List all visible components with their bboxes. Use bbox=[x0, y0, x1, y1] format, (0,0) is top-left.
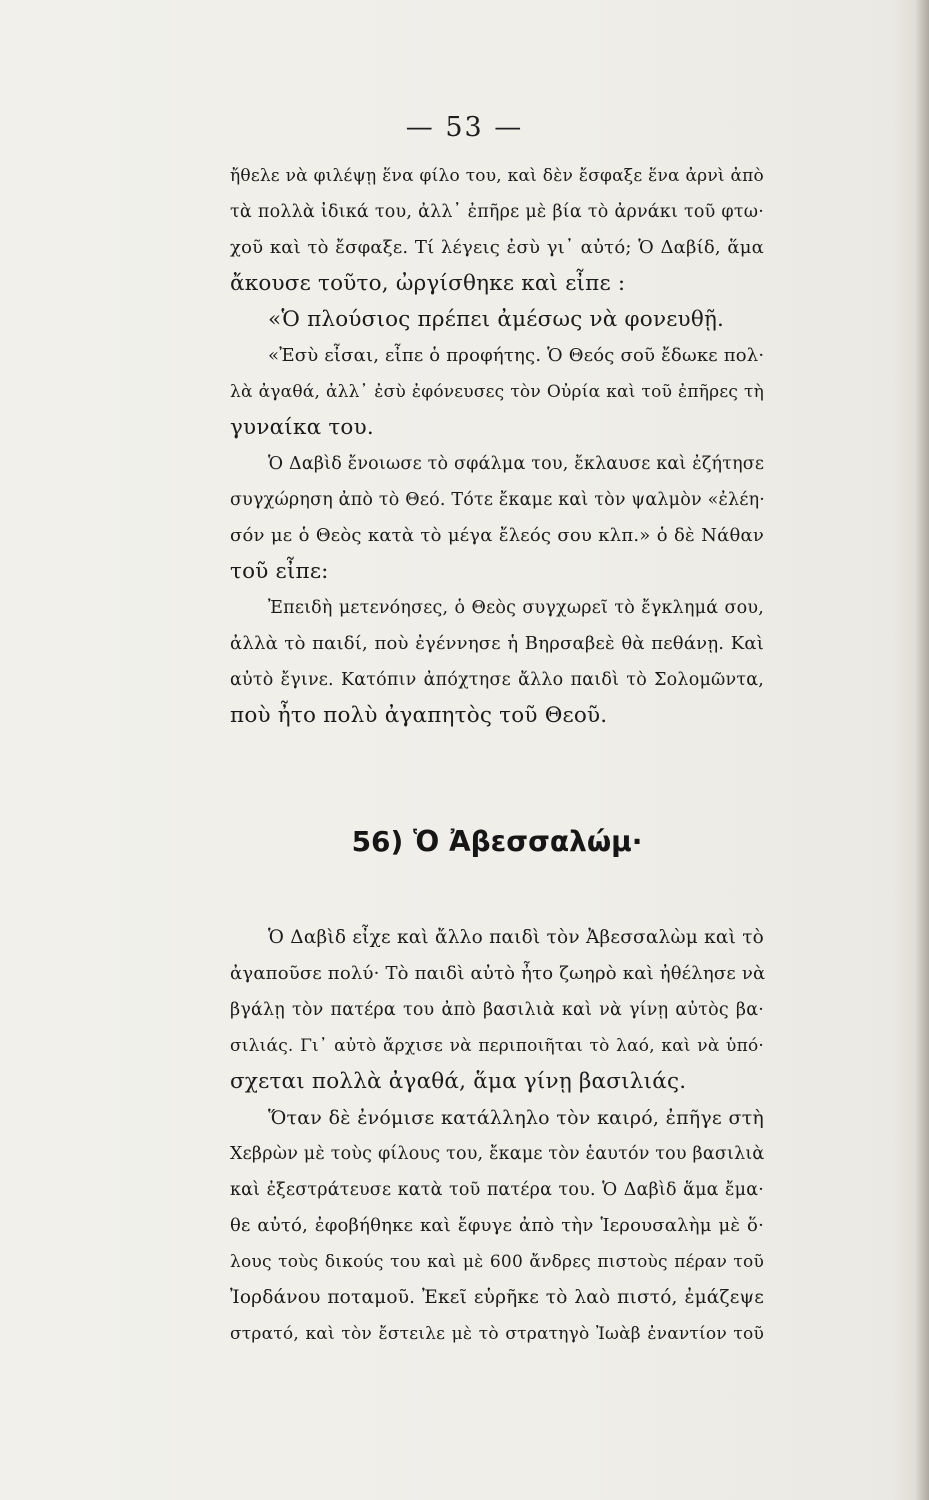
text-line: λὰ ἀγαθά, ἀλλ᾽ ἐσὺ ἐφόνευσες τὸν Οὐρία καὶ τοῦ ἐπῆρες τὴ bbox=[230, 382, 764, 402]
text-line: Ὁ Δαβὶδ εἶχε καὶ ἄλλο παιδὶ τὸν Ἀβεσσαλὼμ καὶ τὸ bbox=[268, 927, 764, 948]
text-line: ἀγαποῦσε πολύ· Τὸ παιδὶ αὐτὸ ἦτο ζωηρὸ καὶ ἠθέλησε νὰ bbox=[230, 963, 766, 984]
text-line: καὶ ἐξεστράτευσε κατὰ τοῦ πατέρα του. Ὁ Δαβὶδ ἅμα ἔμα· bbox=[230, 1180, 764, 1200]
text-line: Ὁ Δαβὶδ ἔνοιωσε τὸ σφάλμα του, ἔκλαυσε καὶ ἐζήτησε bbox=[268, 454, 765, 474]
page-edge-shadow bbox=[915, 0, 929, 1500]
text-line: ἀλλὰ τὸ παιδί, ποὺ ἐγέννησε ἡ Βηρσαβεὲ θὰ πεθάνῃ. Καὶ bbox=[230, 633, 764, 654]
text-line: Ἰορδάνου ποταμοῦ. Ἐκεῖ εὑρῆκε τὸ λαὸ πιστό, ἐμάζεψε bbox=[230, 1287, 764, 1308]
page-number: — 53 — bbox=[405, 112, 524, 143]
text-line: σχεται πολλὰ ἀγαθά, ἅμα γίνῃ βασιλιάς. bbox=[230, 1069, 687, 1094]
text-line: «Ὁ πλούσιος πρέπει ἀμέσως νὰ φονευθῇ. bbox=[268, 307, 725, 332]
text-line: «Ἐσὺ εἶσαι, εἶπε ὁ προφήτης. Ὁ Θεός σοῦ ἔδωκε πολ· bbox=[268, 345, 765, 366]
text-line: χοῦ καὶ τὸ ἔσφαξε. Τί λέγεις ἐσὺ γι᾽ αὐτό; Ὁ Δαβίδ, ἅμα bbox=[230, 237, 764, 258]
text-line: τοῦ εἶπε: bbox=[230, 559, 329, 584]
text-line: Ὅταν δὲ ἐνόμισε κατάλληλο τὸν καιρό, ἐπῆγε στὴ bbox=[268, 1107, 764, 1129]
text-line: αὐτὸ ἔγινε. Κατόπιν ἀπόχτησε ἄλλο παιδὶ τὸ Σολομῶντα, bbox=[230, 670, 764, 690]
text-line: συγχώρηση ἀπὸ τὸ Θεό. Τότε ἔκαμε καὶ τὸν ψαλμὸν «ἐλέη· bbox=[230, 490, 766, 510]
text-line: ἄκουσε τοῦτο, ὠργίσθηκε καὶ εἶπε : bbox=[230, 271, 626, 296]
text-line: σιλιάς. Γι᾽ αὐτὸ ἄρχισε νὰ περιποιῆται τὸ λαό, καὶ νὰ ὑπό· bbox=[230, 1036, 764, 1056]
text-line: τὰ πολλὰ ἰδικά του, ἀλλ᾽ ἐπῆρε μὲ βία τὸ ἀρνάκι τοῦ φτω· bbox=[230, 202, 764, 222]
text-line: Ἐπειδὴ μετενόησες, ὁ Θεὸς συγχωρεῖ τὸ ἔγκλημά σου, bbox=[268, 598, 764, 618]
text-line: στρατό, καὶ τὸν ἔστειλε μὲ τὸ στρατηγὸ Ἰωὰβ ἐναντίον τοῦ bbox=[230, 1324, 764, 1344]
section-heading: 56) Ὁ Ἀβεσσαλώμ· bbox=[351, 825, 643, 858]
text-line: βγάλῃ τὸν πατέρα του ἀπὸ βασιλιὰ καὶ νὰ γίνῃ αὐτὸς βα· bbox=[230, 1000, 764, 1020]
text-line: λους τοὺς δικούς του καὶ μὲ 600 ἄνδρες πιστοὺς πέραν τοῦ bbox=[230, 1252, 764, 1272]
text-line: θε αὐτό, ἐφοβήθηκε καὶ ἔφυγε ἀπὸ τὴν Ἱερουσαλὴμ μὲ ὅ· bbox=[230, 1215, 764, 1236]
text-line: ἤθελε νὰ φιλέψῃ ἕνα φίλο του, καὶ δὲν ἔσφαξε ἕνα ἀρνὶ ἀπὸ bbox=[230, 166, 764, 186]
text-line: γυναίκα του. bbox=[230, 415, 374, 440]
text-line: σόν με ὁ Θεὸς κατὰ τὸ μέγα ἔλεός σου κλπ.» ὁ δὲ Νάθαν bbox=[230, 525, 764, 546]
text-line: ποὺ ἦτο πολὺ ἀγαπητὸς τοῦ Θεοῦ. bbox=[230, 703, 608, 728]
text-line: Χεβρὼν μὲ τοὺς φίλους του, ἔκαμε τὸν ἑαυτόν του βασιλιὰ bbox=[230, 1144, 765, 1164]
